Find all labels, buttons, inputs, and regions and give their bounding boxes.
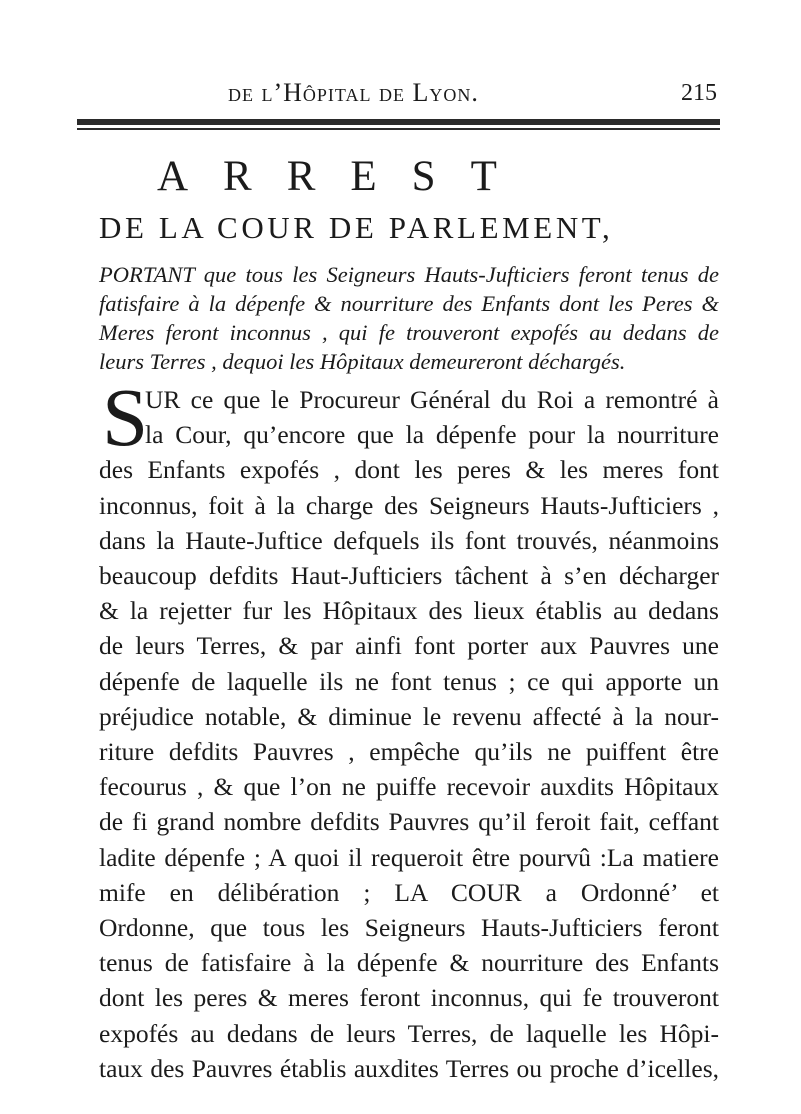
body-line: ladite dépenfe ; A quoi il requeroit être pourvû :La matiere [99,842,719,872]
page-number: 215 [681,80,717,106]
body-text [99,382,719,1086]
body-line: inconnus, foit à la charge des Seigneurs Hauts-Jufticiers , [99,490,719,520]
body-line: Ordonne, que tous les Seigneurs Hauts-Jufticiers feront [99,913,719,943]
body-line: des Enfants expofés , dont les peres & les meres font [99,455,719,485]
summary-line: Meres feront inconnus , qui fe trouveront expofés au dedans de [99,320,719,345]
body-line: riture defdits Pauvres , empêche qu’ils ne puiffent être [99,737,719,767]
subtitle: DE LA COUR DE PARLEMENT, [99,210,614,245]
body-line: préjudice notable, & diminue le revenu affecté à la nour- [99,701,719,731]
body-line: dépenfe de laquelle ils ne font tenus ; ce qui apporte un [99,666,719,696]
header-rule-thick [77,119,720,125]
body-line: expofés au dedans de leurs Terres, de laquelle les Hôpi- [99,1018,719,1048]
body-line: de leurs Terres, & par ainfi font porter aux Pauvres une [99,631,719,661]
body-line: & la rejetter fur les Hôpitaux des lieux établis au dedans [99,596,719,626]
body-line: fecourus , & que l’on ne puiffe recevoir auxdits Hôpitaux [99,772,719,802]
body-line: tenus de fatisfaire à la dépenfe & nourriture des Enfants [99,948,719,978]
body-line: dans la Haute-Juftice defquels ils font trouvés, néanmoins [99,525,719,555]
drop-cap: S [102,371,149,463]
running-head: de l’Hôpital de Lyon. [228,78,479,107]
title: ARREST [157,153,532,200]
body-line: beaucoup defdits Haut-Jufticiers tâchent à s’en décharger [99,561,719,591]
summary-line: PORTANT que tous les Seigneurs Hauts-Jufticiers feront tenus de [99,262,719,287]
body-line: mife en délibération ; LA COUR a Ordonné’ et [99,877,719,907]
body-line: dont les peres & meres feront inconnus, qui fe trouveront [99,983,719,1013]
summary-line: leurs Terres , dequoi les Hôpitaux demeureront déchargés. [99,349,626,374]
summary-line: fatisfaire à la dépenfe & nourriture des Enfants dont les Peres & [99,291,719,316]
summary-block [99,260,719,376]
body-line: taux des Pauvres établis auxdites Terres ou proche d’icelles, [99,1053,719,1083]
header-rule-thin [77,128,720,130]
body-line: de fi grand nombre defdits Pauvres qu’il feroit fait, ceffant [99,807,719,837]
body-line: la Cour, qu’encore que la dépenfe pour la nourriture [145,420,719,450]
body-line: UR ce que le Procureur Général du Roi a remontré à [145,385,719,414]
